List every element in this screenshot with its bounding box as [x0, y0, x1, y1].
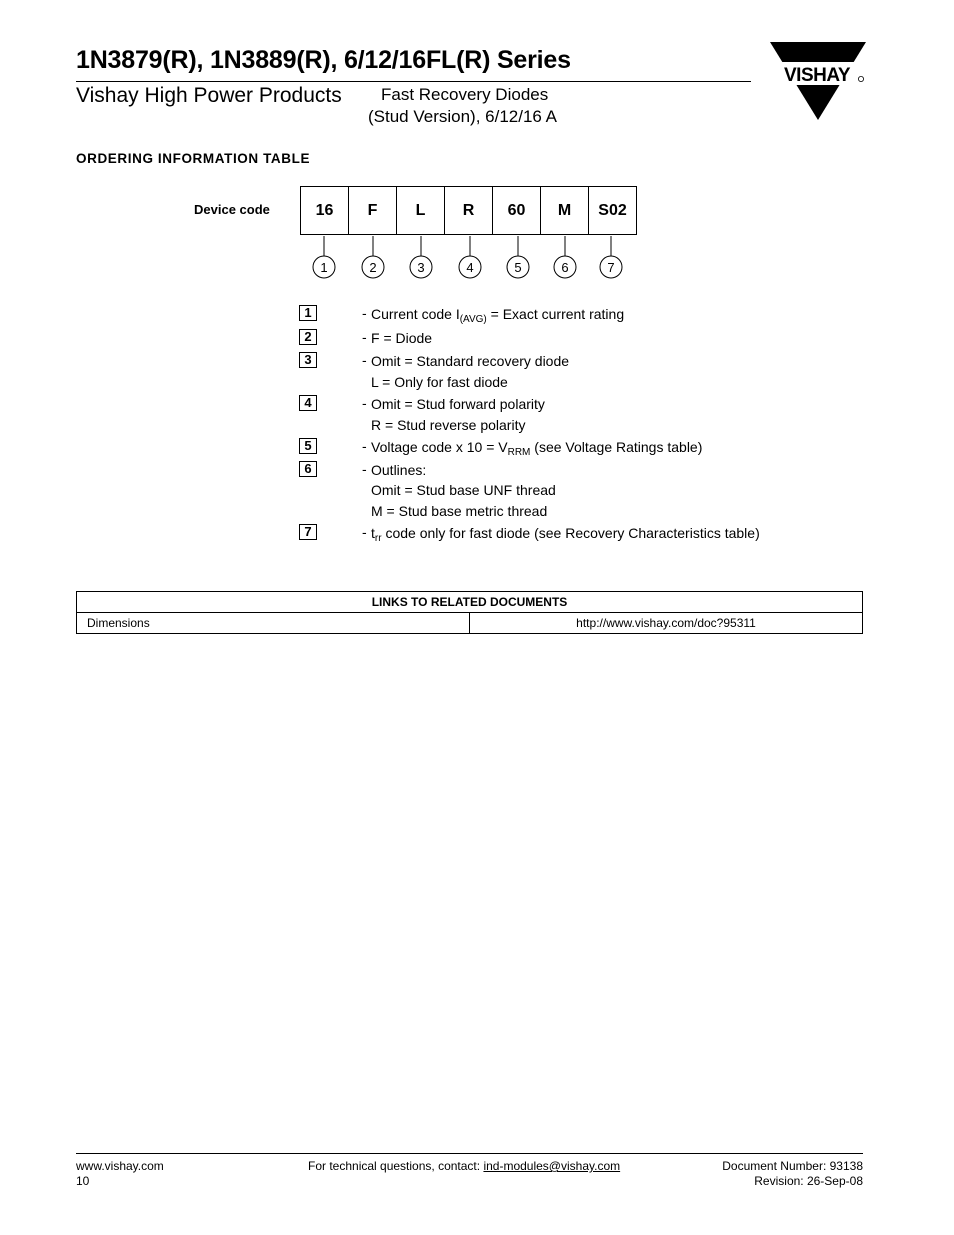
legend-text: Omit = Stud base UNF thread [371, 482, 556, 498]
product-description-line1: Fast Recovery Diodes [381, 85, 549, 104]
revision-date: Revision: 26-Sep-08 [754, 1173, 863, 1188]
company-division: Vishay High Power Products [76, 84, 342, 107]
callout-connectors [300, 236, 640, 282]
header-rule [76, 81, 751, 82]
legend-item: 5 - Voltage code x $10 = V_{RRM}$ (see Voltage Ratings table) [299, 437, 859, 458]
legend-number: 2 [299, 329, 317, 345]
document-link[interactable]: http://www.vishay.com/doc?95311 [470, 613, 863, 634]
device-code-label: Device code [194, 202, 270, 217]
page-title: 1N3879(R), 1N3889(R), 6/12/16FL(R) Series [76, 46, 571, 74]
footer-right [722, 1159, 863, 1188]
code-cell-trr: S02 [589, 187, 637, 234]
callout-5: 5 [514, 260, 522, 275]
code-cell-outline: M [541, 187, 589, 234]
legend-item: 3 - Omit = Standard recovery diode L = Only for fast diode [299, 351, 859, 392]
contact-email-link[interactable]: ind-modules@vishay.com [483, 1159, 621, 1173]
footer-contact [308, 1159, 620, 1174]
legend-text: L = Only for fast diode [371, 373, 508, 390]
table-header-row [77, 592, 863, 613]
legend-text: Current code $I_{(AVG)}$ = Exact current rating [371, 306, 625, 325]
legend-number: 5 [299, 438, 317, 454]
code-cell-current: 16 [301, 187, 349, 234]
legend-item: 4 - Omit = Stud forward polarity R = Stud reverse polarity [299, 394, 859, 435]
code-legend [299, 304, 859, 544]
legend-text: F = Diode [371, 329, 433, 346]
legend-text: Omit = Standard recovery diode [371, 353, 570, 369]
code-cell-diode: F [349, 187, 397, 234]
page-number: 10 [76, 1173, 90, 1188]
legend-item: 7 - $t_{rr}$ code only for fast diode (see Recovery Characteristics table) [299, 523, 859, 544]
legend-item: 1 - Current code $I_{(AVG)}$ = Exact current rating [299, 304, 859, 325]
callout-3: 3 [417, 260, 425, 275]
callout-7: 7 [607, 260, 615, 275]
legend-text: Outlines: [371, 461, 427, 478]
contact-text: For technical questions, contact: [308, 1159, 484, 1173]
code-cell-voltage: 60 [493, 187, 541, 234]
legend-number: 6 [299, 461, 317, 477]
callout-1: 1 [320, 260, 328, 275]
callout-6: 6 [561, 260, 569, 275]
legend-item: 2 - F = Diode [299, 328, 859, 349]
legend-number: 4 [299, 395, 317, 411]
section-title: ORDERING INFORMATION TABLE [76, 151, 311, 166]
footer-website[interactable]: www.vishay.com [76, 1159, 164, 1173]
logo-wordmark: VISHAY [784, 65, 850, 86]
legend-number: 1 [299, 305, 317, 321]
legend-item: 6 - Outlines: Omit = Stud base UNF thread M = Stud base metric thread [299, 460, 859, 522]
legend-text: $t_{rr}$ code only for fast diode (see Recovery Characteristics table) [371, 525, 760, 544]
legend-text: R = Stud reverse polarity [371, 416, 526, 433]
product-description-line2: (Stud Version), 6/12/16 A [368, 107, 558, 126]
related-documents-table [76, 591, 863, 634]
code-cell-recovery: L [397, 187, 445, 234]
callout-4: 4 [466, 260, 474, 275]
legend-number: 3 [299, 352, 317, 368]
footer-left [76, 1159, 164, 1188]
legend-text: M = Stud base metric thread [371, 502, 548, 519]
code-cell-polarity: R [445, 187, 493, 234]
table-header: LINKS TO RELATED DOCUMENTS [77, 592, 863, 613]
legend-number: 7 [299, 524, 317, 540]
footer-rule [76, 1153, 863, 1154]
document-label: Dimensions [77, 613, 470, 634]
callout-2: 2 [369, 260, 377, 275]
vishay-logo [770, 42, 866, 120]
legend-text: Omit = Stud forward polarity [371, 396, 545, 412]
device-code-table [300, 186, 637, 235]
document-number: Document Number: 93138 [722, 1159, 863, 1173]
table-row [77, 613, 863, 634]
legend-text: Voltage code x $10 = V_{RRM}$ (see Voltage Ratings table) [371, 439, 703, 458]
